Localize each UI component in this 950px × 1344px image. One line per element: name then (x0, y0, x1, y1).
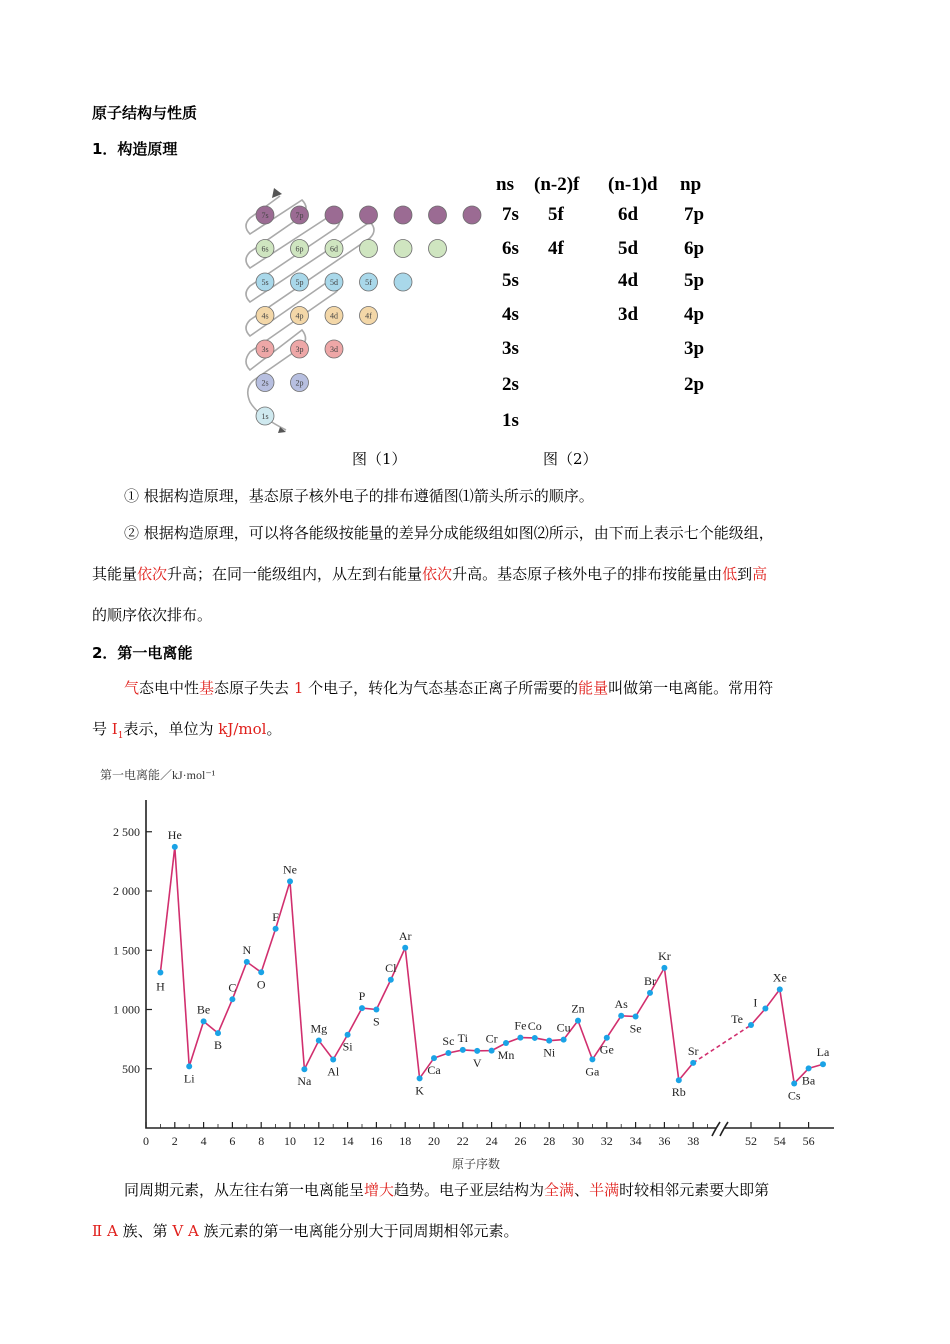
data-point (229, 996, 235, 1002)
data-point (330, 1057, 336, 1063)
text-run: 升高。基态原子核外电子的排布按能量由 (452, 565, 723, 583)
orbital-label: 4f (365, 311, 372, 321)
data-point (287, 878, 293, 884)
y-tick-label: 1 000 (113, 1002, 140, 1017)
text-run: 全满 (544, 1181, 575, 1199)
data-point (244, 959, 250, 965)
orbital-label: 2s (261, 378, 269, 388)
arrow-head-icon (272, 188, 282, 198)
data-point (402, 945, 408, 951)
x-tick-label: 12 (312, 1134, 325, 1148)
paragraph-2-line1: ② 根据构造原理，可以将各能级按能量的差异分成能级组如图⑵所示，由下而上表示七个能级组， (124, 524, 774, 542)
series-segment (376, 980, 390, 1010)
orbital-label: 2p (295, 378, 304, 388)
element-label: Kr (658, 948, 671, 963)
element-label: Ne (283, 862, 297, 877)
orbital-label: 5f (365, 278, 372, 287)
orbital-label: 6p (295, 244, 304, 254)
element-label: Cu (556, 1020, 571, 1035)
text-run: 其能量 (92, 565, 138, 583)
orbital-label: 3p (295, 345, 304, 354)
x-tick-label: 52 (745, 1134, 757, 1148)
data-point (806, 1065, 812, 1071)
text-run: 增大 (364, 1181, 395, 1199)
fig1-caption: 图（1） (352, 450, 407, 468)
data-point (201, 1018, 207, 1024)
text-run: 族元素的第一电离能分别大于同周期相邻元素。 (198, 1222, 519, 1240)
energy-level-cell: 5s (502, 270, 519, 291)
definition-line2 (92, 719, 281, 746)
element-label: Mn (497, 1048, 515, 1063)
data-point (388, 977, 394, 983)
element-label: Cs (787, 1088, 801, 1103)
energy-level-cell: 3s (502, 338, 519, 359)
text-run: 到 (737, 565, 753, 583)
data-point (618, 1013, 624, 1019)
element-label: Zn (571, 1001, 585, 1016)
energy-level-cell: 3p (684, 338, 705, 359)
orbital-circle (360, 206, 378, 224)
x-tick-label: 24 (485, 1134, 498, 1148)
x-tick-label: 20 (428, 1134, 440, 1148)
data-point (373, 1007, 379, 1013)
data-point (258, 969, 264, 975)
series-segment (679, 1063, 693, 1080)
energy-level-cell: 4f (548, 238, 564, 259)
chart-xlabel: 原子序数 (452, 1157, 501, 1171)
text-run: 依次 (422, 565, 453, 583)
element-label: La (816, 1045, 830, 1060)
chart-ylabel: 第一电离能／kJ·mol⁻¹ (100, 768, 216, 782)
element-label: Fe (514, 1018, 527, 1033)
text-run: 能量 (578, 679, 609, 697)
orbital-circle (394, 273, 412, 291)
trend-line2 (92, 1221, 519, 1241)
x-tick-label: 16 (370, 1134, 383, 1148)
text-run: 。 (266, 720, 282, 738)
energy-level-cell: 2p (684, 374, 705, 395)
data-point (186, 1063, 192, 1069)
element-label: H (156, 979, 165, 994)
data-point (172, 844, 178, 850)
series-segment (290, 881, 304, 1069)
element-label: Si (342, 1039, 353, 1054)
energy-level-cell: 1s (502, 410, 519, 431)
data-point (345, 1032, 351, 1038)
text-run: 气 (124, 679, 140, 697)
x-tick-label: 18 (399, 1134, 412, 1148)
text-run: 表示，单位为 (123, 720, 219, 738)
element-label: Br (644, 973, 656, 988)
paragraph-1: ① 根据构造原理，基态原子核外电子的排布遵循图⑴箭头所示的顺序。 (124, 487, 594, 505)
page-title: 原子结构与性质 (92, 104, 198, 122)
data-point (273, 926, 279, 932)
data-point (316, 1038, 322, 1044)
data-point (661, 965, 667, 971)
text-run: 同周期元素，从左往右第一电离能呈 (124, 1181, 365, 1199)
section1-heading: 1．构造原理 (92, 140, 178, 158)
element-label: Ca (427, 1063, 441, 1078)
section2-heading: 2．第一电离能 (92, 644, 193, 662)
text-run: I (111, 720, 118, 738)
data-point (489, 1048, 495, 1054)
series-segment (319, 1041, 333, 1060)
orbital-circle (394, 206, 412, 224)
orbital-label: 5p (295, 278, 304, 287)
x-tick-label: 2 (171, 1134, 178, 1148)
orbital-label: 6s (261, 244, 269, 254)
element-label: Sc (442, 1033, 455, 1048)
element-label: Se (629, 1021, 642, 1036)
data-point (791, 1080, 797, 1086)
x-tick-label: 8 (258, 1134, 265, 1148)
data-point (589, 1056, 595, 1062)
x-tick-label: 6 (229, 1134, 236, 1148)
text-run: 族、第 (117, 1222, 173, 1240)
energy-level-cell: 5d (618, 238, 639, 259)
x-tick-label: 54 (773, 1134, 786, 1148)
x-tick-label: 22 (456, 1134, 469, 1148)
element-label: Mg (310, 1021, 328, 1036)
data-point (777, 986, 783, 992)
orbital-label: 7p (295, 211, 304, 220)
element-label: Ti (457, 1030, 468, 1045)
orbital-label: 5s (261, 278, 269, 287)
data-point (431, 1055, 437, 1061)
text-run: 时较相邻元素要大即第 (619, 1181, 770, 1199)
element-label: V (472, 1055, 482, 1070)
orbital-circle (463, 206, 481, 224)
data-point (633, 1013, 639, 1019)
text-run: 趋势。电子亚层结构为 (394, 1181, 545, 1199)
energy-level-cell: 2s (502, 374, 519, 395)
paragraph-2-line3: 的顺序依次排布。 (92, 606, 213, 624)
text-run: kJ/mol (218, 720, 267, 738)
y-tick-label: 500 (122, 1061, 140, 1076)
energy-level-cell: 3d (618, 304, 639, 325)
x-tick-label: 14 (341, 1134, 354, 1148)
series-segment (189, 1021, 203, 1066)
orbital-label: 4p (295, 311, 304, 321)
x-tick-label: 56 (802, 1134, 815, 1148)
orbital-label: 4d (330, 311, 338, 321)
x-tick-label: 10 (284, 1134, 296, 1148)
element-label: Rb (671, 1085, 686, 1100)
element-label: Al (327, 1064, 340, 1079)
orbital-label: 3d (330, 345, 338, 354)
text-run: 升高；在同一能级组内，从左到右能量 (167, 565, 423, 583)
paragraph-2-line2 (92, 564, 767, 584)
orbital-label: 5d (330, 278, 338, 287)
y-tick-label: 2 500 (113, 824, 140, 839)
data-point (359, 1005, 365, 1011)
element-label: P (358, 989, 366, 1004)
text-run: 基 (199, 679, 215, 697)
x-tick-label: 32 (600, 1134, 613, 1148)
energy-level-cell: 6s (502, 238, 519, 259)
data-point (748, 1022, 754, 1028)
element-label: Ba (801, 1073, 816, 1088)
data-point (676, 1077, 682, 1083)
energy-level-groups (490, 170, 730, 440)
column-header: np (680, 174, 702, 195)
energy-level-cell: 5f (548, 204, 564, 225)
ionization-energy-chart (90, 760, 860, 1180)
axis-break-mark (712, 1122, 728, 1136)
text-run: Ⅱ A (92, 1222, 118, 1240)
element-label: Xe (772, 970, 787, 985)
element-label: N (242, 942, 252, 957)
data-point (417, 1075, 423, 1081)
text-run: 态原子失去 (214, 679, 294, 697)
data-point (215, 1030, 221, 1036)
x-tick-label: 26 (514, 1134, 527, 1148)
x-tick-label: 28 (543, 1134, 556, 1148)
element-label: Sr (687, 1043, 699, 1058)
element-label: C (228, 980, 237, 995)
series-segment (261, 929, 275, 972)
x-tick-label: 36 (658, 1134, 671, 1148)
data-point (647, 990, 653, 996)
data-point (820, 1061, 826, 1067)
data-point (503, 1040, 509, 1046)
data-point (561, 1037, 567, 1043)
element-label: F (272, 909, 279, 924)
subscript: 1 (117, 731, 124, 741)
text-run: 依次 (137, 565, 168, 583)
data-point (460, 1047, 466, 1053)
energy-level-cell: 7p (684, 204, 705, 225)
orbital-circle (429, 206, 447, 224)
data-point (575, 1018, 581, 1024)
element-label: B (213, 1038, 223, 1053)
energy-level-cell: 4d (618, 270, 639, 291)
element-label: Be (196, 1002, 211, 1017)
text-run: 个电子，转化为气态基态正离子所需要的 (303, 679, 579, 697)
element-label: Ar (398, 928, 412, 943)
element-label: Te (731, 1012, 743, 1027)
energy-level-cell: 6p (684, 238, 705, 259)
element-label: Cl (385, 960, 397, 975)
text-run: 1 (293, 679, 304, 697)
data-point (604, 1035, 610, 1041)
energy-level-cell: 4s (502, 304, 519, 325)
series-segment (664, 968, 678, 1080)
orbital-circle (394, 240, 412, 258)
column-header: (n-1)d (608, 174, 658, 195)
element-label: Cr (485, 1031, 498, 1046)
x-tick-label: 4 (200, 1134, 207, 1148)
orbital-label: 7s (261, 211, 269, 220)
x-tick-label: 30 (572, 1134, 584, 1148)
data-point (532, 1035, 538, 1041)
element-label: As (614, 996, 628, 1011)
data-point (301, 1066, 307, 1072)
orbital-circle (360, 240, 378, 258)
orbital-circle (429, 240, 447, 258)
series-segment (218, 999, 232, 1033)
text-run: 半满 (589, 1181, 620, 1199)
orbital-label: 1s (261, 412, 269, 421)
orbital-label: 3s (261, 345, 269, 354)
text-run: 低 (722, 565, 738, 583)
text-run: 态电中性 (139, 679, 200, 697)
x-tick-label: 38 (687, 1134, 700, 1148)
series-segment-dashed (693, 1025, 751, 1063)
y-tick-label: 2 000 (113, 884, 140, 898)
element-label: S (373, 1014, 380, 1029)
energy-level-cell: 5p (684, 270, 705, 291)
element-label: Co (527, 1018, 542, 1033)
energy-level-cell: 4p (684, 304, 705, 325)
series-segment (578, 1021, 592, 1060)
definition-line1 (124, 678, 773, 698)
element-label: I (753, 995, 758, 1010)
energy-level-cell: 6d (618, 204, 639, 225)
series-segment (175, 847, 189, 1066)
series-segment (405, 948, 419, 1079)
data-point (546, 1038, 552, 1044)
element-label: Ni (543, 1045, 556, 1060)
data-point (157, 970, 163, 976)
text-run: 叫做第一电离能。常用符 (608, 679, 774, 697)
data-point (445, 1050, 451, 1056)
data-point (474, 1048, 480, 1054)
series-segment (160, 847, 174, 973)
fig2-caption: 图（2） (543, 450, 598, 468)
element-label: He (167, 827, 182, 842)
text-run: 高 (752, 565, 768, 583)
y-tick-label: 1 500 (113, 943, 140, 958)
orbital-label: 4s (261, 311, 269, 321)
energy-level-cell: 7s (502, 204, 519, 225)
data-point (762, 1006, 768, 1012)
text-run: 号 (92, 720, 112, 738)
trend-line1 (124, 1180, 769, 1200)
series-segment (607, 1016, 621, 1038)
data-point (690, 1060, 696, 1066)
x-tick-label: 34 (629, 1134, 642, 1148)
orbital-label: 6d (330, 244, 338, 254)
element-label: K (415, 1083, 424, 1098)
series-segment (348, 1008, 362, 1035)
aufbau-diagram (240, 180, 490, 440)
text-run: 、 (574, 1181, 590, 1199)
text-run: Ⅴ A (172, 1222, 199, 1240)
series-segment (636, 993, 650, 1017)
element-label: Ge (599, 1042, 614, 1057)
series-segment (780, 989, 794, 1083)
element-label: Li (183, 1071, 195, 1086)
x-tick-label: 0 (143, 1134, 149, 1148)
element-label: O (256, 977, 266, 992)
orbital-circle (325, 206, 343, 224)
series-segment (765, 989, 779, 1008)
series-segment (751, 1009, 765, 1025)
element-label: Ga (585, 1064, 600, 1079)
element-label: Na (297, 1074, 312, 1089)
data-point (517, 1035, 523, 1041)
series-segment (304, 1041, 318, 1070)
column-header: ns (496, 174, 514, 195)
column-header: (n-2)f (534, 174, 580, 195)
